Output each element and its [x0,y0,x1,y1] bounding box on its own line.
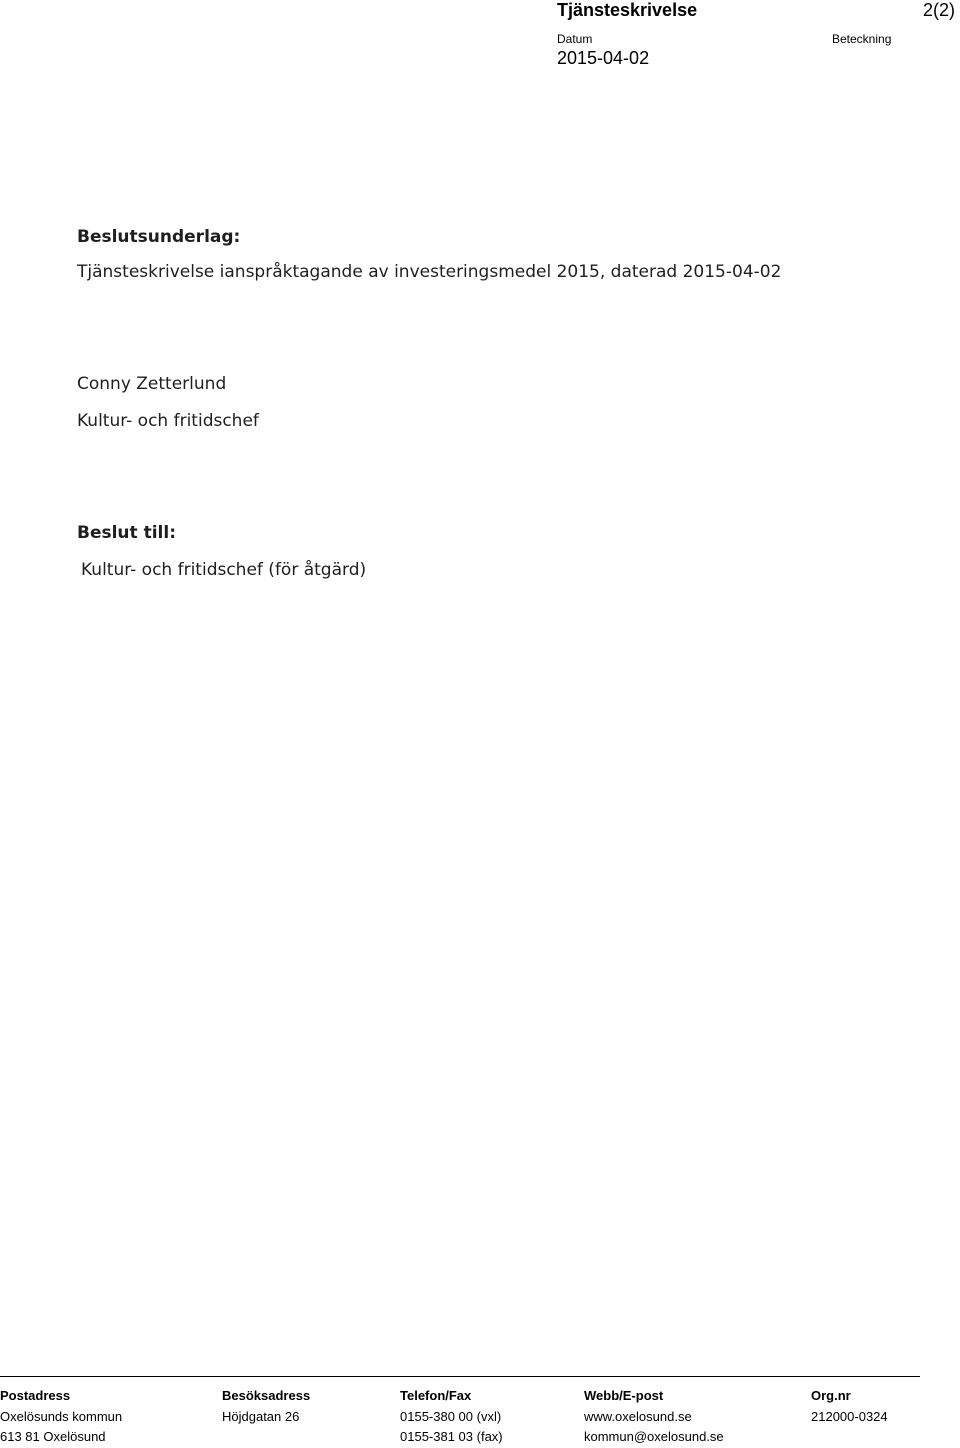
beslutsunderlag-heading: Beslutsunderlag: [77,227,241,247]
footer-line: 212000-0324 [811,1408,888,1424]
page-number: 2(2) [923,0,956,20]
footer-telefon-fax [400,1386,503,1448]
signer-title: Kultur- och fritidschef [77,411,259,431]
footer-heading: Besöksadress [222,1388,311,1403]
footer-line: Höjdgatan 26 [222,1408,300,1424]
footer-divider [0,1376,920,1377]
footer-heading: Webb/E-post [584,1388,664,1403]
datum-label: Datum [557,32,593,46]
footer-line: Oxelösunds kommun [0,1408,123,1424]
beslut-till-text: Kultur- och fritidschef (för åtgärd) [81,560,367,580]
footer-heading: Org.nr [811,1388,851,1403]
document-type-title: Tjänsteskrivelse [557,0,698,20]
footer-besoksadress [222,1386,310,1427]
footer-webb-epost [584,1386,724,1448]
footer-heading: Postadress [0,1388,71,1403]
footer-line: 0155-381 03 (fax) [400,1429,503,1444]
footer-email-link[interactable]: kommun@oxelosund.se [584,1429,724,1444]
beslutsunderlag-text: Tjänsteskrivelse ianspråktagande av investeringsmedel 2015, daterad 2015-04-02 [77,262,782,282]
footer-heading: Telefon/Fax [400,1388,472,1403]
beslut-till-heading: Beslut till: [77,523,176,543]
footer-postadress [0,1386,122,1448]
signer-name: Conny Zetterlund [77,374,227,394]
footer-orgnr [811,1386,888,1427]
document-date: 2015-04-02 [557,48,650,68]
beteckning-label: Beteckning [832,32,892,46]
footer-website-link[interactable]: www.oxelosund.se [584,1408,692,1424]
footer-line: 0155-380 00 (vxl) [400,1408,502,1424]
footer-line: 613 81 Oxelösund [0,1429,106,1444]
